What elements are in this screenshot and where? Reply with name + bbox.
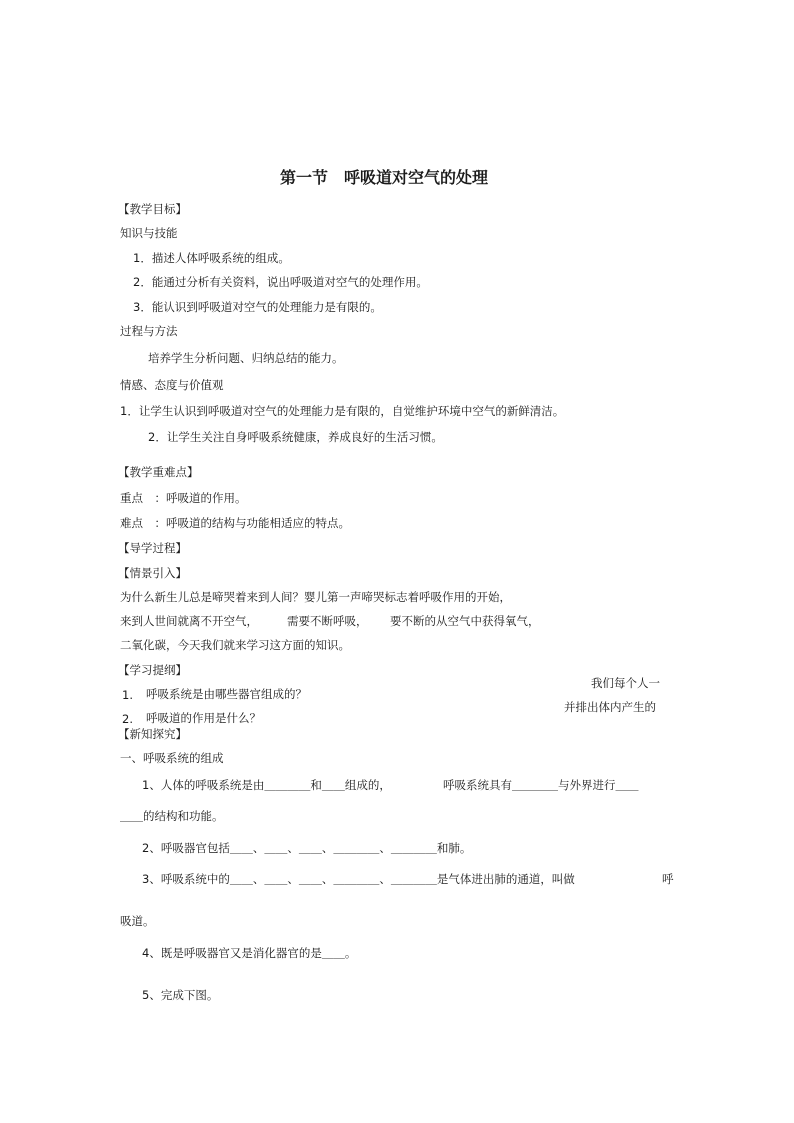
question-4: 4、既是呼吸器官又是消化器官的是＿＿。 — [142, 946, 357, 960]
knowledge-item: 2．能通过分析有关资料，说出呼吸道对空气的处理作用。 — [133, 275, 428, 289]
outline-item-text: 呼吸道的作用是什么？ — [146, 711, 261, 725]
process-text: 培养学生分析问题、归纳总结的能力。 — [148, 351, 344, 365]
page-title: 第一节 呼吸道对空气的处理 — [280, 168, 489, 187]
emotion-heading: 情感、态度与价值观 — [120, 378, 224, 392]
intro-line: 二氧化碳，今天我们就来学习这方面的知识。 — [120, 638, 350, 652]
intro-line: 为什么新生儿总是啼哭着来到人间？婴儿第一声啼哭标志着呼吸作用的开始， — [120, 590, 511, 604]
intro-line: 需要不断呼吸， — [287, 614, 368, 628]
section-heading: 一、呼吸系统的组成 — [120, 751, 224, 765]
explore-heading: 【新知探究】 — [118, 727, 187, 741]
knowledge-item: 1．描述人体呼吸系统的组成。 — [133, 251, 290, 265]
question-3: 呼 — [662, 872, 674, 886]
key-points-heading: 【教学重难点】 — [118, 465, 199, 479]
question-1: ＿＿的结构和功能。 — [120, 809, 224, 823]
objectives-heading: 【教学目标】 — [118, 202, 187, 216]
intro-line-right: 并排出体内产生的 — [564, 700, 656, 714]
outline-item-num: 1. — [122, 688, 133, 702]
intro-heading: 【情景引入】 — [118, 566, 187, 580]
question-2: 2、呼吸器官包括＿＿、＿＿、＿＿、＿＿＿＿、＿＿＿＿和肺。 — [142, 841, 472, 855]
question-1: 1、人体的呼吸系统是由＿＿＿＿和＿＿组成的， — [142, 778, 391, 792]
emotion-item: 2．让学生关注自身呼吸系统健康，养成良好的生活习惯。 — [148, 430, 443, 444]
intro-line: 来到人世间就离不开空气， — [120, 614, 258, 628]
knowledge-heading: 知识与技能 — [120, 226, 178, 240]
intro-line-right: 我们每个人一 — [591, 676, 660, 690]
key-point-focus: 重点 ：呼吸道的作用。 — [120, 491, 247, 505]
outline-item-text: 呼吸系统是由哪些器官组成的？ — [146, 687, 307, 701]
key-point-difficulty: 难点 ：呼吸道的结构与功能相适应的特点。 — [120, 516, 350, 530]
process-heading: 过程与方法 — [120, 324, 178, 338]
emotion-item: 1．让学生认识到呼吸道对空气的处理能力是有限的，自觉维护环境中空气的新鲜清洁。 — [120, 404, 565, 418]
question-3: 3、呼吸系统中的＿＿、＿＿、＿＿、＿＿＿＿、＿＿＿＿是气体进出肺的通道，叫做 — [142, 872, 575, 886]
question-5: 5、完成下图。 — [142, 988, 219, 1002]
guide-heading: 【导学过程】 — [118, 541, 187, 555]
question-1: 呼吸系统具有＿＿＿＿与外界进行＿＿ — [443, 778, 639, 792]
knowledge-item: 3．能认识到呼吸道对空气的处理能力是有限的。 — [133, 300, 382, 314]
question-3: 吸道。 — [120, 914, 155, 928]
intro-line: 要不断的从空气中获得氧气， — [390, 614, 540, 628]
outline-heading: 【学习提纲】 — [118, 663, 187, 677]
outline-item-num: 2. — [122, 712, 133, 726]
